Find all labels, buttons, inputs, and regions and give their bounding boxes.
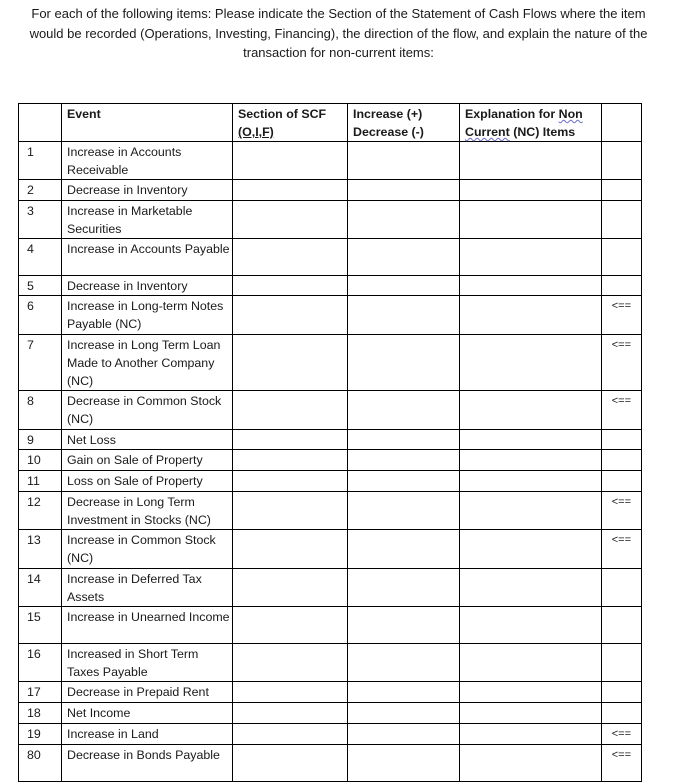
row-direction-cell[interactable]	[348, 682, 460, 703]
row-number: 9	[19, 429, 62, 449]
row-direction-cell[interactable]	[348, 723, 460, 744]
row-direction-cell[interactable]	[348, 142, 460, 180]
row-arrow-indicator: <==	[602, 296, 642, 334]
row-section-cell[interactable]	[233, 276, 348, 296]
table-row	[19, 391, 642, 429]
row-section-cell[interactable]	[233, 568, 348, 606]
row-arrow-indicator	[602, 276, 642, 296]
table-row	[19, 530, 642, 568]
row-arrow-indicator	[602, 568, 642, 606]
header-section-line1: Section of SCF	[238, 107, 327, 121]
row-section-cell[interactable]	[233, 142, 348, 180]
row-direction-cell[interactable]	[348, 276, 460, 296]
row-section-cell[interactable]	[233, 334, 348, 391]
row-event: Decrease in Prepaid Rent	[62, 682, 233, 703]
row-section-cell[interactable]	[233, 744, 348, 781]
row-direction-cell[interactable]	[348, 744, 460, 781]
row-explanation-cell[interactable]	[460, 429, 602, 449]
row-explanation-cell[interactable]	[460, 644, 602, 682]
row-section-cell[interactable]	[233, 429, 348, 449]
row-section-cell[interactable]	[233, 607, 348, 644]
row-direction-cell[interactable]	[348, 530, 460, 568]
row-number: 19	[19, 723, 62, 744]
row-event: Increase in Land	[62, 723, 233, 744]
row-arrow-indicator	[602, 200, 642, 238]
row-explanation-cell[interactable]	[460, 449, 602, 470]
header-number	[19, 104, 62, 142]
row-explanation-cell[interactable]	[460, 276, 602, 296]
row-number: 3	[19, 200, 62, 238]
row-section-cell[interactable]	[233, 391, 348, 429]
row-explanation-cell[interactable]	[460, 530, 602, 568]
row-section-cell[interactable]	[233, 723, 348, 744]
row-event: Net Income	[62, 703, 233, 723]
row-explanation-cell[interactable]	[460, 703, 602, 723]
row-explanation-cell[interactable]	[460, 744, 602, 781]
row-arrow-indicator	[602, 682, 642, 703]
row-direction-cell[interactable]	[348, 491, 460, 529]
row-section-cell[interactable]	[233, 682, 348, 703]
row-explanation-cell[interactable]	[460, 334, 602, 391]
row-number: 15	[19, 607, 62, 644]
row-number: 2	[19, 180, 62, 200]
row-explanation-cell[interactable]	[460, 491, 602, 529]
row-number: 6	[19, 296, 62, 334]
row-section-cell[interactable]	[233, 491, 348, 529]
header-section-line2: (O,I,F)	[238, 125, 274, 139]
header-direction-line1: Increase (+)	[353, 107, 423, 121]
row-section-cell[interactable]	[233, 239, 348, 276]
cash-flow-worksheet-table	[18, 103, 642, 782]
row-event: Increase in Marketable Securities	[62, 200, 233, 238]
row-direction-cell[interactable]	[348, 644, 460, 682]
table-row	[19, 682, 642, 703]
row-section-cell[interactable]	[233, 180, 348, 200]
row-event: Increase in Unearned Income	[62, 607, 233, 644]
row-section-cell[interactable]	[233, 296, 348, 334]
row-arrow-indicator: <==	[602, 530, 642, 568]
row-explanation-cell[interactable]	[460, 682, 602, 703]
header-row	[19, 104, 642, 142]
row-event: Increase in Common Stock (NC)	[62, 530, 233, 568]
row-arrow-indicator: <==	[602, 744, 642, 781]
row-number: 8	[19, 391, 62, 429]
header-direction	[348, 104, 460, 142]
row-section-cell[interactable]	[233, 530, 348, 568]
row-explanation-cell[interactable]	[460, 391, 602, 429]
row-arrow-indicator	[602, 429, 642, 449]
table-row	[19, 723, 642, 744]
row-number: 14	[19, 568, 62, 606]
table-row	[19, 470, 642, 491]
row-event: Net Loss	[62, 429, 233, 449]
row-event: Increase in Deferred Tax Assets	[62, 568, 233, 606]
header-event	[62, 104, 233, 142]
header-direction-line2: Decrease (-)	[353, 125, 424, 139]
row-event: Increase in Long-term Notes Payable (NC)	[62, 296, 233, 334]
row-event: Decrease in Inventory	[62, 180, 233, 200]
table-row	[19, 180, 642, 200]
row-number: 5	[19, 276, 62, 296]
row-event: Gain on Sale of Property	[62, 449, 233, 470]
row-section-cell[interactable]	[233, 200, 348, 238]
header-section	[233, 104, 348, 142]
row-arrow-indicator	[602, 607, 642, 644]
header-explanation-line1b: Non	[558, 107, 583, 121]
row-section-cell[interactable]	[233, 644, 348, 682]
row-event: Decrease in Bonds Payable	[62, 744, 233, 781]
row-arrow-indicator: <==	[602, 723, 642, 744]
table-row	[19, 334, 642, 391]
row-arrow-indicator	[602, 644, 642, 682]
row-explanation-cell[interactable]	[460, 239, 602, 276]
header-event-label: Event	[67, 107, 101, 121]
table-row	[19, 491, 642, 529]
table-row	[19, 296, 642, 334]
row-explanation-cell[interactable]	[460, 607, 602, 644]
table-row	[19, 276, 642, 296]
row-direction-cell[interactable]	[348, 334, 460, 391]
table-row	[19, 607, 642, 644]
row-direction-cell[interactable]	[348, 607, 460, 644]
row-number: 13	[19, 530, 62, 568]
row-event: Decrease in Common Stock (NC)	[62, 391, 233, 429]
table-row	[19, 644, 642, 682]
row-arrow-indicator	[602, 142, 642, 180]
row-event: Increase in Accounts Payable	[62, 239, 233, 276]
row-explanation-cell[interactable]	[460, 723, 602, 744]
table-row	[19, 239, 642, 276]
row-arrow-indicator	[602, 470, 642, 491]
row-direction-cell[interactable]	[348, 180, 460, 200]
row-arrow-indicator	[602, 449, 642, 470]
row-direction-cell[interactable]	[348, 449, 460, 470]
table-row	[19, 568, 642, 606]
row-number: 18	[19, 703, 62, 723]
row-direction-cell[interactable]	[348, 296, 460, 334]
row-event: Increase in Long Term Loan Made to Another Company (NC)	[62, 334, 233, 391]
row-number: 16	[19, 644, 62, 682]
row-event: Increased in Short Term Taxes Payable	[62, 644, 233, 682]
table-row	[19, 200, 642, 238]
row-arrow-indicator: <==	[602, 491, 642, 529]
instructions-paragraph: For each of the following items: Please indicate the Section of the Statement of Cash Flows where the item would be recorded (Operations, Investing, Financing), the direction of the flow, and explain the nature of the transaction for non-current items:	[29, 6, 648, 60]
row-number: 4	[19, 239, 62, 276]
row-explanation-cell[interactable]	[460, 180, 602, 200]
row-event: Decrease in Long Term Investment in Stocks (NC)	[62, 491, 233, 529]
header-explanation-line2a: Current	[465, 125, 510, 139]
row-event: Increase in Accounts Receivable	[62, 142, 233, 180]
row-number: 12	[19, 491, 62, 529]
table-body	[19, 142, 642, 782]
row-direction-cell[interactable]	[348, 391, 460, 429]
row-explanation-cell[interactable]	[460, 470, 602, 491]
row-arrow-indicator: <==	[602, 334, 642, 391]
row-number: 1	[19, 142, 62, 180]
row-direction-cell[interactable]	[348, 200, 460, 238]
row-number: 17	[19, 682, 62, 703]
row-explanation-cell[interactable]	[460, 142, 602, 180]
header-explanation-line1a: Explanation for	[465, 107, 559, 121]
table-row	[19, 142, 642, 180]
row-direction-cell[interactable]	[348, 429, 460, 449]
row-explanation-cell[interactable]	[460, 200, 602, 238]
row-explanation-cell[interactable]	[460, 296, 602, 334]
row-direction-cell[interactable]	[348, 703, 460, 723]
row-number: 7	[19, 334, 62, 391]
row-number: 10	[19, 449, 62, 470]
row-direction-cell[interactable]	[348, 568, 460, 606]
row-direction-cell[interactable]	[348, 470, 460, 491]
row-arrow-indicator	[602, 239, 642, 276]
row-section-cell[interactable]	[233, 470, 348, 491]
row-section-cell[interactable]	[233, 703, 348, 723]
row-number: 80	[19, 744, 62, 781]
header-arrow	[602, 104, 642, 142]
header-explanation	[460, 104, 602, 142]
header-explanation-line2b: (NC) Items	[509, 125, 576, 139]
table-row	[19, 449, 642, 470]
row-arrow-indicator	[602, 703, 642, 723]
table-row	[19, 429, 642, 449]
row-explanation-cell[interactable]	[460, 568, 602, 606]
row-arrow-indicator	[602, 180, 642, 200]
row-section-cell[interactable]	[233, 449, 348, 470]
row-direction-cell[interactable]	[348, 239, 460, 276]
row-event: Loss on Sale of Property	[62, 470, 233, 491]
row-event: Decrease in Inventory	[62, 276, 233, 296]
table-row	[19, 744, 642, 781]
row-arrow-indicator: <==	[602, 391, 642, 429]
row-number: 11	[19, 470, 62, 491]
table-row	[19, 703, 642, 723]
